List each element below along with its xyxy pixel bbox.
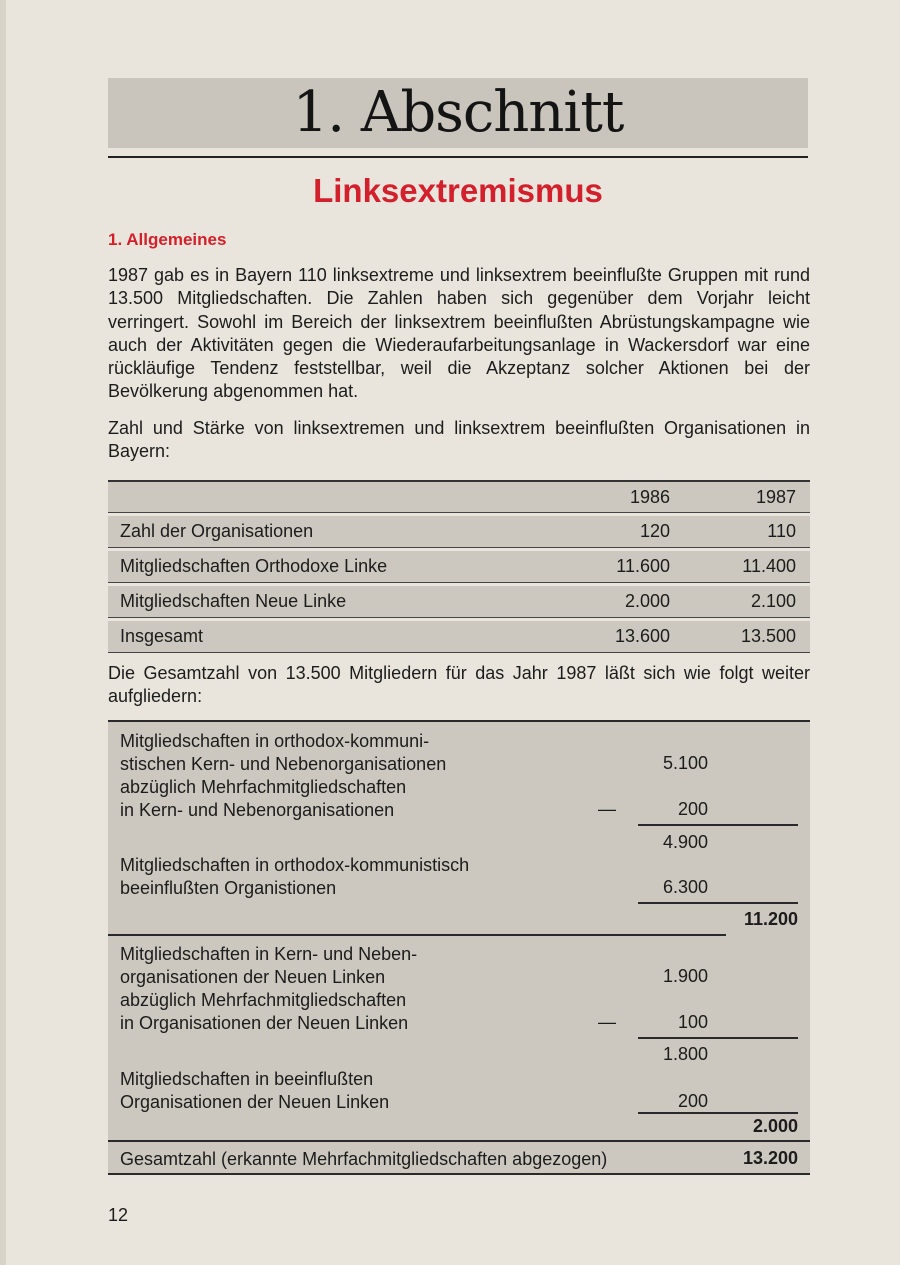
block-c-line: organisationen der Neuen Linken (120, 967, 386, 987)
subtotal-rule (638, 824, 798, 826)
header-rule (108, 156, 808, 158)
minus-sign: — (598, 1012, 616, 1032)
block-a-line: in Kern- und Nebenorganisationen (120, 800, 395, 820)
value-c: 1.900 (662, 966, 708, 986)
table-row (108, 586, 810, 618)
page-number: 12 (108, 1205, 129, 1225)
block-b-line: Mitgliedschaften in orthodox-kommunistisch (120, 855, 470, 875)
total-label: Gesamtzahl (erkannte Mehrfachmitgliedschaften abgezogen) (120, 1149, 608, 1169)
block-c-line: Mitgliedschaften in Kern- und Neben- (120, 944, 418, 964)
table-row-total (108, 621, 810, 653)
cell-1987: 110 (767, 521, 796, 541)
membership-breakdown (108, 720, 810, 1175)
cell-1986: 13.600 (614, 626, 670, 646)
block-d-line: Mitgliedschaften in beeinflußten (120, 1069, 374, 1089)
column-header-1986: 1986 (629, 487, 670, 507)
grand-total: 13.200 (742, 1148, 798, 1168)
block-a-line: abzüglich Mehrfachmitgliedschaften (120, 777, 407, 797)
intro-paragraph: 1987 gab es in Bayern 110 linksextreme und linksextrem beeinflußte Gruppen mit rund 13.500 Mitgliedschaften. Die Zahlen haben sich gegenüber dem Vorjahr leicht verringert. Sowohl im Bereich der linksextrem beeinflußten Abrüstungskampagne wie auch der Aktivitäten gegen die Wiederaufarbeitungsanlage in Wackersdorf war eine rückläufige Tendenz feststellbar, weil die Akzeptanz solcher Aktionen bei der Bevölkerung abgenommen hat. (108, 265, 810, 402)
value-a-result: 4.900 (662, 832, 708, 852)
value-a: 5.100 (662, 753, 708, 773)
table-row (108, 516, 810, 548)
cell-1986: 11.600 (616, 556, 670, 576)
block-c-line: abzüglich Mehrfachmitgliedschaften (120, 990, 407, 1010)
row-label: Zahl der Organisationen (120, 521, 314, 541)
table-intro-paragraph: Zahl und Stärke von linksextremen und linksextrem beeinflußten Organisationen in Bayern: (108, 418, 810, 462)
block-d-line: Organisationen der Neuen Linken (120, 1092, 390, 1112)
value-c-result: 1.800 (662, 1044, 708, 1064)
section-divider-rule (108, 934, 726, 936)
table-header-row (108, 480, 810, 513)
subtotal-rule (638, 1112, 798, 1114)
cell-1987: 13.500 (740, 626, 796, 646)
block-a-line: Mitgliedschaften in orthodox-kommuni- (120, 731, 430, 751)
subtotal-rule (638, 902, 798, 904)
subtotal-rule (638, 1037, 798, 1039)
chapter-title: 1. Abschnitt (292, 80, 624, 145)
table-row (108, 551, 810, 583)
row-label: Mitgliedschaften Neue Linke (120, 591, 347, 611)
organisations-table (108, 480, 810, 656)
block-a-line: stischen Kern- und Nebenorganisationen (120, 754, 447, 774)
section-title: Linksextremismus (313, 172, 603, 209)
breakdown-intro-paragraph: Die Gesamtzahl von 13.500 Mitgliedern für das Jahr 1987 läßt sich wie folgt weiter aufgliedern: (108, 663, 810, 707)
value-a-minus: 200 (677, 799, 708, 819)
cell-1987: 11.400 (742, 556, 796, 576)
column-header-1987: 1987 (755, 487, 796, 507)
total-rule (108, 1140, 810, 1142)
subtotal-orthodox: 11.200 (743, 909, 798, 929)
block-b-line: beeinflußten Organistionen (120, 878, 337, 898)
row-label: Insgesamt (120, 626, 204, 646)
cell-1986: 2.000 (624, 591, 670, 611)
cell-1986: 120 (639, 521, 670, 541)
cell-1987: 2.100 (750, 591, 796, 611)
breakdown-top-rule (108, 720, 810, 722)
page-spine-shadow (0, 0, 6, 1265)
value-c-minus: 100 (677, 1012, 708, 1032)
block-c-line: in Organisationen der Neuen Linken (120, 1013, 409, 1033)
value-b: 6.300 (662, 877, 708, 897)
breakdown-bottom-rule (108, 1173, 810, 1175)
row-label: Mitgliedschaften Orthodoxe Linke (120, 556, 388, 576)
subtotal-new-left: 2.000 (752, 1116, 798, 1136)
value-d: 200 (677, 1091, 708, 1111)
minus-sign: — (598, 799, 616, 819)
subsection-title: 1. Allgemeines (108, 230, 227, 249)
